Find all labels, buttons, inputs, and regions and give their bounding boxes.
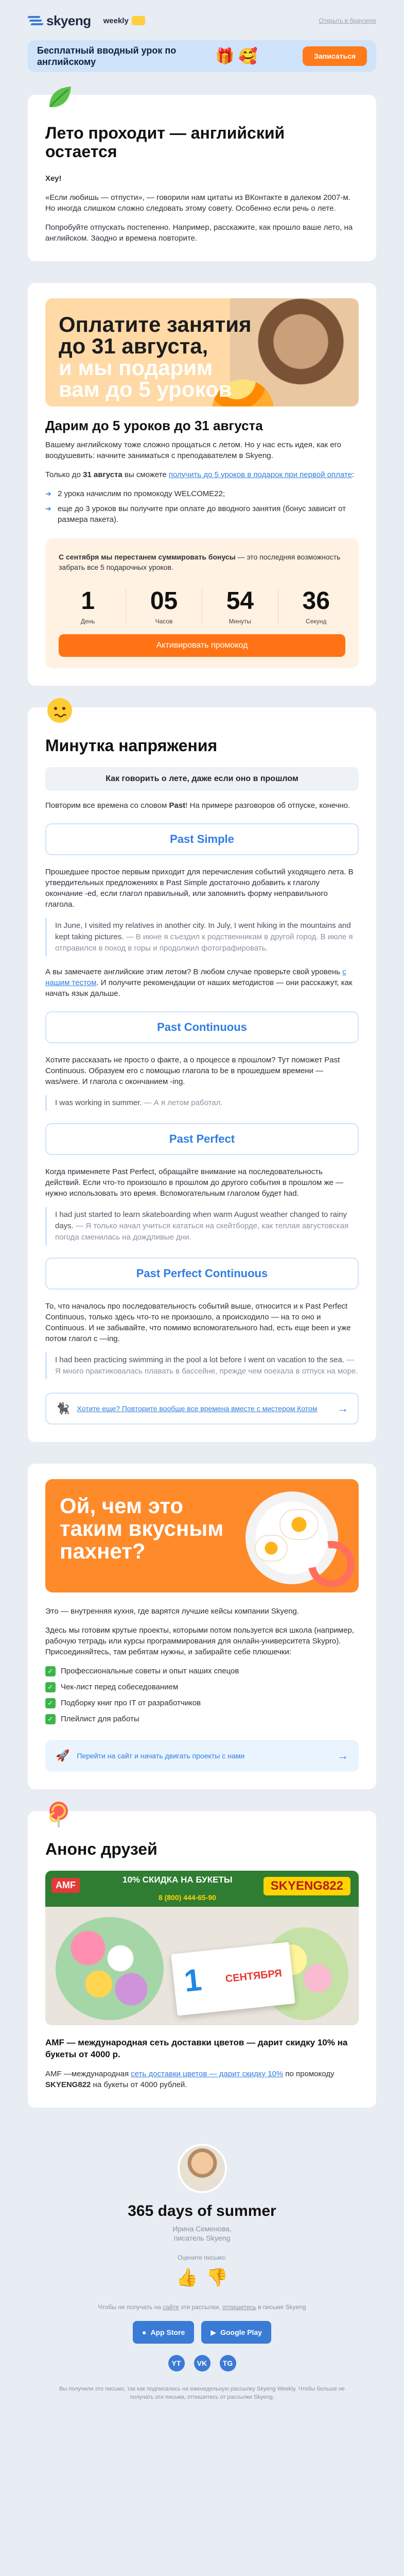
vk-icon[interactable]: VK [194, 2355, 210, 2371]
checkbox-icon: ✓ [45, 1682, 56, 1692]
weekly-sun-icon [132, 16, 145, 25]
thumbs-up-icon[interactable]: 👍 [176, 2268, 198, 2287]
kitchen-site-text: Перейти на сайт и начать двигать проекты с нами [77, 1751, 245, 1760]
example-quote: I was working in summer. — А я летом работал. [45, 1095, 359, 1111]
countdown-minutes: 54 Минуты [226, 587, 254, 625]
gift-lessons-card [28, 283, 376, 686]
site-link[interactable]: сайте [163, 2303, 179, 2311]
checkbox-icon: ✓ [45, 1714, 56, 1724]
example-quote: I had just started to learn skateboarding when warm August weather changed to rainy days. — Я только начал учиться кататься на скейтборде, как теплая августовская погода сменилась на дождливые дни. [45, 1207, 359, 1245]
thumbs-down-icon[interactable]: 👎 [206, 2268, 228, 2287]
friends-headline: AMF — международная сеть доставки цветов — дарит скидку 10% на букеты от 4000 р. [45, 2038, 348, 2059]
countdown-box [45, 538, 359, 668]
social-links [28, 2355, 376, 2371]
tense-heading: Past Continuous [45, 1011, 359, 1043]
arrow-right-icon: → [337, 1402, 348, 1415]
rate-label: Оцените письмо: [177, 2254, 227, 2261]
app-store-button[interactable]: ● App Store [133, 2321, 194, 2344]
countdown-hours: 05 Часов [150, 587, 178, 625]
amf-link[interactable]: сеть доставки цветов — дарит скидку 10% [131, 2070, 284, 2078]
section-title: Лето проходит — английский остается [45, 124, 285, 161]
friends-paragraph: AMF —международная сеть доставки цветов — дарит скидку 10% по промокоду SKYENG822 на букеты от 4000 рублей. [45, 2070, 335, 2089]
gift-icon: 🎁 [215, 47, 235, 65]
greeting: Хеу! [45, 174, 62, 183]
tenses-subtitle: Как говорить о лете, даже если оно в прошлом [45, 767, 359, 791]
footer [28, 2129, 376, 2401]
egg-icon [256, 1536, 287, 1561]
kitchen-card [28, 1464, 376, 1789]
list-item: ✓ Плейлист для работы [45, 1714, 359, 1724]
lollipop-icon [45, 1800, 74, 1828]
more-tenses-text: Хотите еще? Повторите вообще все времена вместе с мистером Котом [77, 1404, 318, 1413]
tense-heading: Past Perfect [45, 1123, 359, 1155]
kitchen-hero-image [45, 1479, 359, 1592]
smile-hearts-icon: 🥰 [238, 47, 258, 65]
section-title: Минутка напряжения [45, 736, 218, 755]
leaf-icon [45, 83, 74, 112]
footer-title: 365 days of summer [128, 2202, 276, 2219]
countdown-seconds: 36 Секунд [302, 587, 330, 625]
arrow-icon: ➔ [45, 504, 51, 513]
tense-explanation: То, что началось про последовательность событий выше, относится и к Past Perfect Continuous, только здесь что-то не произошло, а происходило — на то оно и Continuous. И не забывайте, что помимо вспомогательного had, есть еще been и уже потом глагол с —ing. [45, 1302, 351, 1343]
kitchen-paragraph-2: Здесь мы готовим крутые проекты, которыми потом пользуется вся школа (например, рабочую тетрадь или курсы программирования для онлайн-университета Skypro). Присоединяйтесь, там ребятам нужны, и забирайте себе плюшечки: [45, 1626, 354, 1656]
youtube-icon[interactable]: YT [168, 2355, 185, 2371]
banner-phone: 8 (800) 444-65-90 [159, 1893, 217, 1902]
banner-title: 10% СКИДКА НА БУКЕТЫ [122, 1875, 233, 1885]
header [28, 10, 376, 31]
hero-text: Ой, чем это таким вкусным пахнет? [60, 1494, 224, 1563]
rating-buttons [28, 2267, 376, 2288]
email-wrapper [28, 0, 376, 2417]
gift-deadline-paragraph: Только до 31 августа вы сможете получить до 5 уроков в подарок при первой оплате: [45, 470, 355, 479]
app-store-buttons [28, 2321, 376, 2344]
countdown-text: С сентября мы перестанем суммировать бонусы — это последняя возможность забрать все 5 подарочных уроков. [59, 553, 341, 571]
gift-paragraph: Вашему английскому тоже сложно прощаться с летом. Но у нас есть идея, как его воодушевить: начните заниматься с преподавателем в Skyeng. [45, 440, 342, 460]
unsubscribe-link[interactable]: отпишитесь [222, 2303, 256, 2311]
kitchen-site-link[interactable] [45, 1740, 359, 1772]
tense-note: А вы замечаете английские этим летом? В любом случае проверьте свой уровень с нашим тестом. И получите рекомендации от наших методистов — они расскажут, как начать язык дальше. [45, 968, 353, 998]
tenses-intro: Повторим все времена со словом Past! На примере разговоров об отпуске, конечно. [45, 801, 350, 810]
amf-banner-image[interactable] [45, 1871, 359, 2025]
example-quote: I had been practicing swimming in the pool a lot before I went on vacation to the sea. — Я много практиковалась плавать в бассейне, прежде чем поехала в отпуск на море. [45, 1352, 359, 1379]
tense-heading: Past Simple [45, 823, 359, 855]
intro-paragraph-2: Попробуйте отпускать постепенно. Например, расскажите, как прошло ваше лето, на английском. Заодно и времена повторите. [45, 223, 353, 243]
list-item: ➔ 2 урока начислим по промокоду WELCOME22; [45, 489, 225, 498]
weekly-label [103, 16, 145, 25]
open-in-browser-link[interactable]: Открыть в браузере [319, 17, 376, 24]
tense-explanation: Когда применяете Past Perfect, обращайте внимание на последовательность действий. Если что-то произошло в прошлом до другого события в прошлом же — нужно использовать это время. Вспомогательным глаголом будет had. [45, 1167, 344, 1198]
tense-explanation: Прошедшее простое первым приходит для перечисления событий уходящего лета. В утвердительных предложениях в Past Simple достаточно добавить к глаголу окончание -ed, если глагол правильный, или запомнить форму неправильного глагола. [45, 868, 354, 909]
weekly-text: weekly [103, 16, 129, 25]
kitchen-paragraph: Это — внутренняя кухня, где варятся лучшие кейсы компании Skyeng. [45, 1607, 300, 1616]
friends-card [28, 1811, 376, 2108]
activate-promo-button[interactable]: Активировать промокод [59, 634, 345, 657]
rocket-icon: 🚀 [56, 1749, 70, 1762]
example-quote: In June, I visited my relatives in another city. In July, I went hiking in the mountains and kept taking pictures. — В июне я съездил к родственникам в другой город. В июле я отправился в поход в горы и продолжил фотографировать. [45, 918, 359, 956]
gift-link[interactable]: получить до 5 уроков в подарок при первой оплате [168, 470, 352, 479]
amf-logo: AMF [51, 1878, 80, 1893]
list-item: ➔ еще до 3 уроков вы получите при оплате до вводного занятия (бонус зависит от размера пакета). [45, 504, 346, 524]
brand [28, 13, 145, 29]
list-item: ✓ Подборку книг про IT от разработчиков [45, 1698, 359, 1708]
bouquet-icon [56, 1917, 164, 2020]
tenses-card [28, 707, 376, 1442]
promo-text: Бесплатный вводный урок по английскому [37, 45, 177, 67]
intro-paragraph: «Если любишь — отпусти», — говорили нам цитаты из ВКонтакте в далеком 2007-м. Но иногда слишком сложно следовать этому совету. Особенно если речь о лете. [45, 193, 350, 213]
egg-icon [280, 1510, 318, 1539]
apple-icon: ● [142, 2328, 147, 2336]
checkbox-icon: ✓ [45, 1666, 56, 1676]
list-item: ✓ Профессиональные советы и опыт наших спецов [45, 1666, 359, 1676]
more-tenses-link[interactable] [45, 1393, 359, 1425]
checkbox-icon: ✓ [45, 1698, 56, 1708]
hero-text: Оплатите занятия до 31 августа, и мы подарим вам до 5 уроков [59, 312, 252, 401]
countdown-days: 1 День [80, 587, 95, 625]
tense-heading: Past Perfect Continuous [45, 1258, 359, 1290]
author-avatar [178, 2144, 227, 2193]
section-title: Анонс друзей [45, 1840, 157, 1858]
arrow-right-icon: → [337, 1749, 348, 1762]
level-test-link[interactable]: с нашим тестом [45, 968, 346, 987]
list-item: ✓ Чек-лист перед собеседованием [45, 1682, 359, 1692]
promo-signup-button[interactable]: Записаться [303, 46, 367, 66]
unsubscribe-text: Чтобы не получать на сайте эти рассылки, отпишитесь в письме Skyeng [98, 2303, 306, 2311]
google-play-button[interactable]: ▶ Google Play [201, 2321, 271, 2344]
skyeng-logo-icon [28, 15, 41, 26]
play-icon: ▶ [210, 2328, 217, 2336]
countdown-timer [59, 588, 345, 625]
copyright-text: Вы получили это письмо, так как подписались на еженедельную рассылку Skyeng Weekly. Чтобы больше не получать эти письма, отпишитесь от рассылки Skyeng. [59, 2386, 345, 2400]
arrow-icon: ➔ [45, 489, 51, 498]
nervous-face-icon [45, 696, 74, 725]
tense-explanation: Хотите рассказать не просто о факте, а о процессе в прошлом? Тут поможет Past Continuous. Образуем его с помощью глагола to be в прошедшем времени — was/were. И глагола с окончанием -ing. [45, 1056, 340, 1086]
logo-text[interactable]: skyeng [46, 12, 91, 28]
banner-promocode: SKYENG822 [264, 1877, 350, 1895]
gift-hero-image [45, 298, 359, 406]
promo-banner[interactable] [28, 40, 376, 72]
telegram-icon[interactable]: TG [220, 2355, 236, 2371]
cat-icon: 🐈‍⬛ [56, 1402, 70, 1415]
author-name: Ирина Семенова, писатель Skyeng [172, 2225, 232, 2242]
section-title: Дарим до 5 уроков до 31 августа [45, 418, 263, 433]
summer-intro-card [28, 95, 376, 261]
calendar-icon: 1 СЕНТЯБРЯ [171, 1942, 295, 2015]
